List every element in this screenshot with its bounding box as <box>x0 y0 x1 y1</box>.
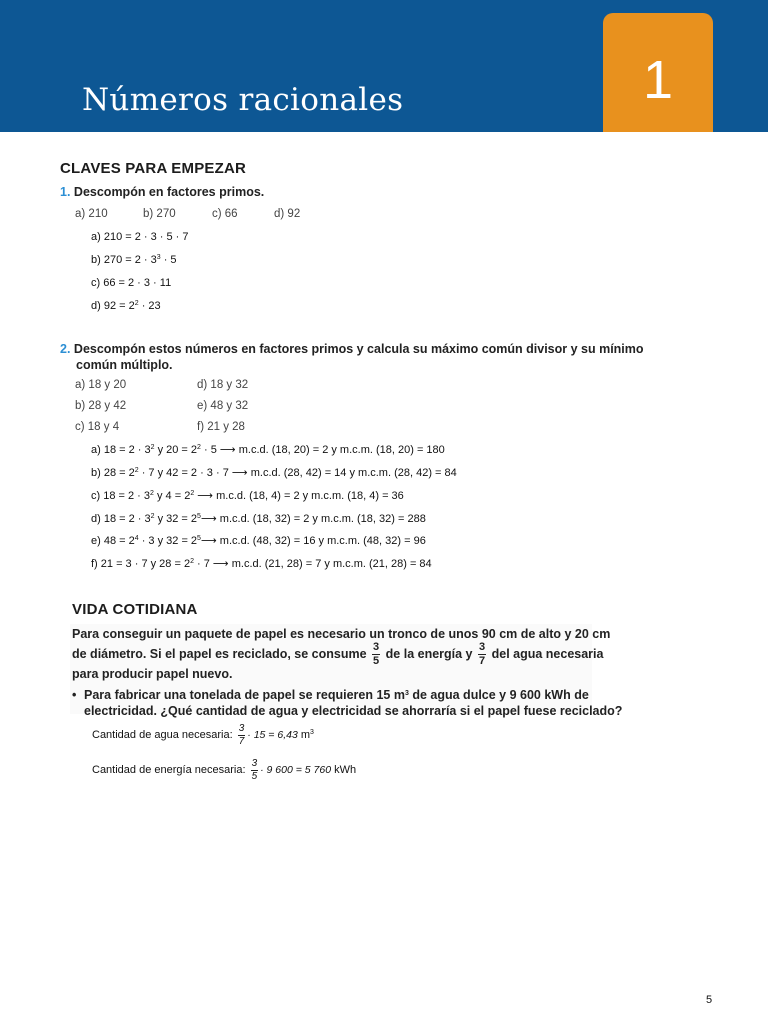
paragraph-text: de la energía y <box>385 647 473 661</box>
option: c) 18 y 4 <box>75 421 120 433</box>
option: a) 210 <box>75 208 108 220</box>
paragraph-text: del agua necesaria <box>491 647 604 661</box>
answer-line: c) 66 = 2 · 3 · 11 <box>91 277 172 289</box>
arrow-icon: ⟶ <box>212 557 229 570</box>
fraction-three-fifths: $\frac{3}{5}$ <box>373 641 380 668</box>
answer-text: · 5 <box>160 254 177 266</box>
unit-tab <box>603 13 713 132</box>
paragraph-line: para producir papel nuevo. <box>72 667 233 681</box>
water-calculation: Cantidad de agua necesaria: $\frac{3}{7}$ · 15 = 6,43 $m^3$ <box>92 722 314 747</box>
answer-text: · 23 <box>138 300 161 312</box>
option: c) 66 <box>212 208 238 220</box>
exponent: 3 <box>156 254 161 261</box>
arrow-icon: ⟶ <box>200 512 217 525</box>
answer-line: a) $18 = 2 \cdot 3^2$ y $20 = 2^2 \cdot 5$ ⟶ m.c.d. (18, 20) = 2 y m.c.m. (18, 20) = 180 <box>91 443 445 456</box>
fraction-three-sevenths: $\frac{3}{7}$ <box>238 722 245 747</box>
answer-line <box>91 300 161 312</box>
question-number: 1. <box>60 185 71 199</box>
option: b) 270 <box>143 208 176 220</box>
question-2 <box>60 342 644 356</box>
unit: kWh <box>331 764 357 776</box>
option: a) 18 y 20 <box>75 379 127 391</box>
unit: m <box>297 729 311 741</box>
answer-line: e) $48 = 2^4 \cdot 3$ y $32 = 2^5⟶$ m.c.d. (48, 32) = 16 y m.c.m. (48, 32) = 96 <box>91 534 426 547</box>
question-text: Descompón en factores primos. <box>73 185 265 199</box>
option: e) 48 y 32 <box>197 400 249 412</box>
option: b) 28 y 42 <box>75 400 127 412</box>
chapter-title: Números racionales <box>82 82 404 118</box>
arrow-icon: ⟶ <box>231 466 248 479</box>
answer-line: f) 21 = 3 · 7 y $28 = 2^2 \cdot 7$ ⟶ m.c.d. (21, 28) = 7 y m.c.m. (21, 28) = 84 <box>91 557 432 570</box>
bullet-text: Para fabricar una tonelada de papel se requieren 15 $m^3$ de agua dulce y 9 600 kWh de <box>84 688 589 702</box>
section-title-vida: VIDA COTIDIANA <box>72 601 198 618</box>
question-1 <box>60 185 264 199</box>
unit-number: 1 <box>642 50 674 110</box>
bullet-text: electricidad. ¿Qué cantidad de agua y electricidad se ahorraría si el papel fuese reciclado? <box>84 704 623 718</box>
answer-line: c) $18 = 2 \cdot 3^2$ y $4 = 2^2$ ⟶ m.c.d. (18, 4) = 2 y m.c.m. (18, 4) = 36 <box>91 489 404 502</box>
answer-line: b) $28 = 2^2 \cdot 7$ y 42 = 2 · 3 · 7 ⟶ m.c.d. (28, 42) = 14 y m.c.m. (28, 42) = 84 <box>91 466 457 479</box>
arrow-icon: ⟶ <box>200 534 217 547</box>
paragraph-line <box>72 640 603 668</box>
calc-expression: · 9 600 = 5 760 <box>260 764 332 776</box>
answer-line: d) $18 = 2 \cdot 3^2$ y $32 = 2^5⟶$ m.c.d. (18, 32) = 2 y m.c.m. (18, 32) = 288 <box>91 512 426 525</box>
energy-calculation <box>92 756 356 784</box>
question-number: 2. <box>60 342 71 356</box>
fraction-three-sevenths: $\frac{3}{7}$ <box>479 641 486 668</box>
answer-line: a) 210 = 2 · 3 · 5 · 7 <box>91 231 189 243</box>
paragraph-line: Para conseguir un paquete de papel es necesario un tronco de unos 90 cm de alto y 20 cm <box>72 627 611 641</box>
answer-line <box>91 254 177 266</box>
exponent: 2 <box>134 300 139 307</box>
answer-text: d) 92 = 2 <box>91 300 135 312</box>
paragraph-text: de diámetro. Si el papel es reciclado, se consume <box>72 647 367 661</box>
fraction-three-fifths: $\frac{3}{5}$ <box>251 757 258 782</box>
option: f) 21 y 28 <box>197 421 245 433</box>
arrow-icon: ⟶ <box>197 489 214 502</box>
page-number: 5 <box>706 994 713 1006</box>
option: d) 92 <box>274 208 301 220</box>
question-text-cont: común múltiplo. <box>76 358 173 372</box>
calc-label: Cantidad de energía necesaria: <box>92 764 246 776</box>
calc-expression: · 15 = 6,43 <box>247 729 298 741</box>
bullet-icon: • <box>72 688 77 702</box>
section-title-claves: CLAVES PARA EMPEZAR <box>60 160 247 177</box>
calc-label: Cantidad de agua necesaria: <box>92 729 233 741</box>
answer-text: b) 270 = 2 · 3 <box>91 254 157 266</box>
option: d) 18 y 32 <box>197 379 249 391</box>
arrow-icon: ⟶ <box>219 443 236 456</box>
question-text: Descompón estos números en factores primos y calcula su máximo común divisor y su mínimo <box>73 342 644 356</box>
